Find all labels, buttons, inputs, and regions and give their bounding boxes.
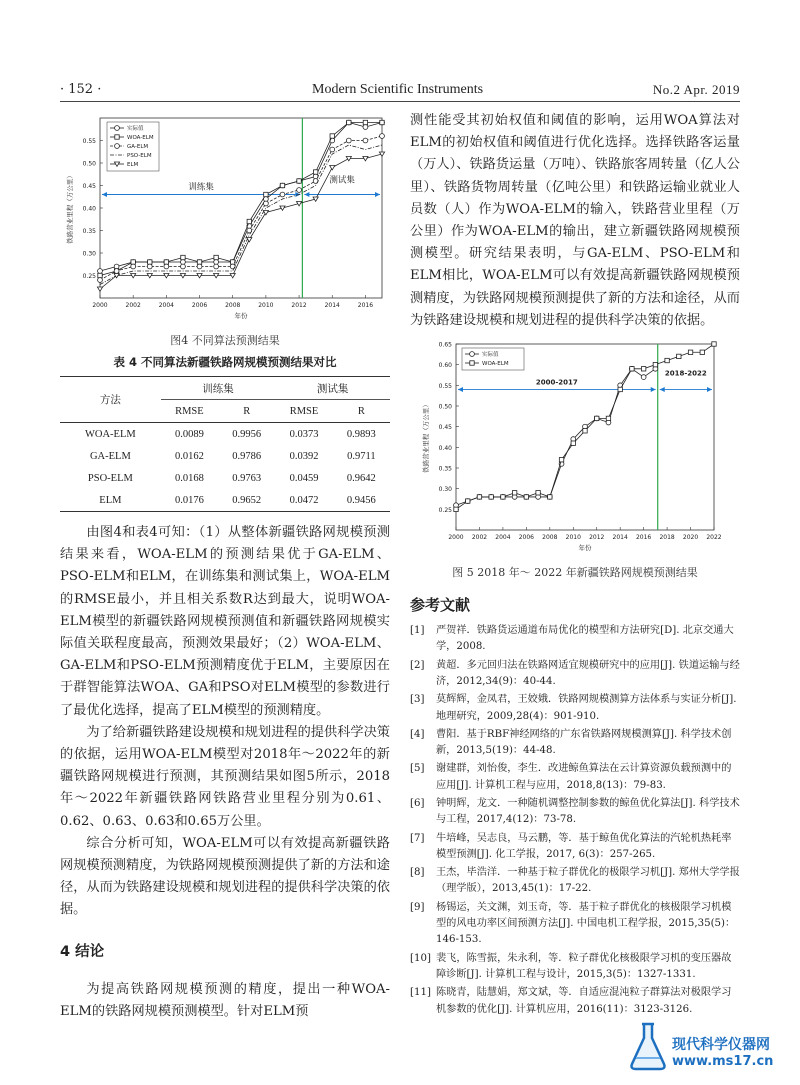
table-4-caption: 表 4 不同算法新疆铁路网规模预测结果对比 [113, 355, 337, 369]
data-point [280, 183, 284, 187]
data-point [380, 120, 384, 124]
y-tick-label: 0.40 [438, 444, 452, 452]
data-point [197, 264, 202, 269]
table-cell: 0.9763 [232, 472, 262, 484]
data-point [313, 170, 317, 174]
range-label-right: 2018-2022 [664, 369, 707, 378]
flask-icon [626, 1020, 670, 1072]
reference-text: 钟明辉，龙文．一种随机调整控制参数的鲸鱼优化算法[J]. 科学技术与工程，2017,4(12)：73-78. [436, 798, 740, 826]
table-cell: 0.9642 [346, 472, 376, 484]
data-point [264, 192, 268, 196]
data-point [115, 144, 120, 149]
data-point [148, 260, 152, 264]
data-point [313, 174, 318, 179]
section-heading: 4 结论 [60, 943, 105, 960]
legend-label: GA-ELM [127, 144, 149, 150]
data-point [214, 260, 219, 265]
data-point [470, 352, 475, 357]
x-tick-label: 2016 [635, 534, 652, 542]
legend-label: ELM [127, 162, 139, 168]
data-point [489, 495, 493, 499]
y-tick-label: 0.25 [82, 273, 96, 280]
data-point [583, 429, 587, 433]
y-tick-label: 0.40 [82, 205, 96, 213]
data-point [712, 342, 716, 346]
data-point [363, 125, 368, 130]
x-tick-label: 2004 [495, 534, 511, 542]
data-point [231, 260, 235, 264]
data-point [653, 362, 657, 366]
table-cell: 0.0373 [289, 428, 319, 440]
y-axis-label: 铁路营业里程（万公里） [422, 401, 430, 473]
data-point [98, 273, 102, 277]
reference-number: [7] [410, 832, 425, 844]
data-point [363, 138, 368, 143]
table-cell: 0.9786 [232, 450, 262, 462]
range-label-left: 训练集 [188, 182, 214, 193]
reference-number: [1] [410, 625, 425, 637]
table-row [60, 467, 390, 489]
legend-label: WOA-ELM [127, 135, 154, 141]
reference-item [410, 865, 740, 898]
reference-item [410, 900, 740, 949]
data-point [214, 264, 219, 269]
reference-item [410, 831, 740, 864]
x-tick-label: 2020 [682, 534, 699, 542]
data-point [524, 495, 528, 499]
table-cell: GA-ELM [89, 450, 131, 462]
table-cell: 0.0176 [161, 489, 218, 512]
y-tick-label: 0.35 [438, 465, 452, 473]
data-point [665, 358, 669, 362]
reference-item [410, 727, 740, 760]
data-point [297, 179, 301, 183]
table-subhead: R [333, 400, 390, 423]
reference-item [410, 796, 740, 829]
data-point [181, 260, 186, 265]
data-point [595, 416, 599, 420]
x-axis-label: 年份 [234, 312, 248, 320]
x-tick-label: 2008 [542, 534, 558, 542]
data-point [454, 507, 458, 511]
data-point [630, 367, 634, 371]
table-row [60, 489, 390, 512]
x-tick-label: 2000 [92, 302, 108, 309]
data-point [380, 134, 385, 139]
table-cell: 0.0392 [289, 450, 319, 462]
reference-text: 莫辉辉，金凤君，王姣娥．铁路网规模测算方法体系与实证分析[J]. 地理研究，2009,28(4)：901-910. [436, 694, 737, 722]
paragraph: 测性能受其初始权值和阈值的影响，运用WOA算法对ELM的初始权值和阈值进行优化选择。选择铁路客运量（万人）、铁路货运量（万吨）、铁路旅客周转量（亿人公里）、铁路货物周转量（亿吨公里）和铁路运输业就业人员数（人）作为WOA-ELM的输入，铁路营业里程（万公里）作为WOA-ELM的输出，建立新疆铁路网规模预测模型。研究结果表明，与GA-ELM、PSO-ELM和ELM相比，WOA-ELM可以有效提高新疆铁路网规模预测精度，为铁路网规模预测提供了新的方法和途径，从而为铁路建设规模和规划进程的提供科学决策的依据。 [410, 113, 740, 328]
data-point [164, 264, 169, 269]
issue-info: No.2 Apr. 2019 [652, 82, 740, 97]
legend-label: WOA-ELM [482, 361, 509, 368]
y-tick-label: 0.30 [82, 250, 96, 258]
figure-5-chart [410, 338, 740, 556]
table-subhead: RMSE [161, 400, 218, 423]
page-number: · 152 · [60, 82, 102, 97]
data-point [131, 264, 136, 269]
data-point [641, 375, 646, 380]
table-cell: 0.0168 [174, 472, 204, 484]
reference-item [410, 623, 740, 656]
reference-number: [10] [410, 952, 431, 964]
table-head-method: 方法 [60, 377, 161, 423]
table-cell: PSO-ELM [87, 472, 133, 484]
table-cell: 0.9711 [347, 450, 376, 462]
reference-number: [3] [410, 694, 425, 706]
data-point [297, 188, 302, 193]
reference-text: 曹阳．基于RBF神经网络的广东省铁路网规模测算[J]. 科学技术创新，2013,5(19)：44-48. [436, 728, 732, 757]
data-point [677, 354, 681, 358]
y-tick-label: 0.45 [438, 424, 452, 432]
paragraph: 综合分析可知，WOA-ELM可以有效提高新疆铁路网规模预测精度，为铁路网规模预测提供了新的方法和途径，从而为铁路建设规模和规划进程的提供科学决策的依据。 [60, 835, 390, 918]
reference-number: [9] [410, 901, 425, 913]
legend-label: 实际值 [482, 352, 499, 359]
data-point [512, 491, 516, 495]
reference-item [410, 692, 740, 725]
reference-text: 裴飞，陈雪振，朱永利，等．粒子群优化核极限学习机的变压器故障诊断[J]. 计算机工程与设计，2015,3(5)：1327-1331. [436, 952, 732, 980]
legend-label: PSO-ELM [127, 153, 152, 159]
table-cell: 0.9652 [218, 489, 275, 512]
data-point [330, 134, 334, 138]
y-tick-label: 0.25 [438, 506, 452, 514]
reference-text: 杨锡运，关文渊，刘玉奇，等．基于粒子群优化的核极限学习机模型的风电功率区间预测方法[J]. 中国电机工程学报，2015,35(5)：146-153. [436, 901, 736, 946]
journal-name: Modern Scientific Instruments [312, 82, 484, 97]
data-point [114, 264, 119, 269]
data-point [131, 260, 135, 264]
data-point [466, 499, 470, 503]
y-tick-label: 0.30 [438, 486, 452, 494]
reference-item [410, 658, 740, 691]
data-point [347, 120, 351, 124]
x-tick-label: 2010 [565, 534, 581, 542]
data-point [197, 260, 201, 264]
x-tick-label: 2012 [291, 302, 307, 309]
reference-number: [6] [410, 798, 425, 809]
right-column [410, 110, 740, 1020]
range-label-right: 测试集 [329, 175, 355, 186]
data-point [606, 416, 610, 420]
reference-number: [4] [410, 728, 425, 740]
figure-4-chart [60, 110, 390, 328]
reference-text: 谢建群，刘怡俊，李生．改进鲸鱼算法在云计算资源负载预测中的应用[J]. 计算机工程与应用，2018,8(13)：79-83. [436, 763, 732, 791]
x-tick-label: 2002 [125, 302, 141, 309]
data-point [559, 458, 563, 462]
data-point [98, 278, 103, 283]
x-tick-label: 2014 [324, 302, 340, 309]
data-point [164, 260, 168, 264]
x-tick-label: 2008 [225, 302, 241, 309]
paragraph: 由图4和表4可知：（1）从整体新疆铁路网规模预测结果来看，WOA-ELM的预测结果优于GA-ELM、PSO-ELM和ELM，在训练集和测试集上，WOA-ELM的RMSE最小，并且相关系数R达到最大，说明WOA-ELM模型的新疆铁路网规模预测值和新疆铁路网规模实际值关联程度最高，预测效果最好；（2）WOA-ELM、GA-ELM和PSO-ELM预测精度优于ELM，主要原因在于群智能算法WOA、GA和PSO对ELM模型的参数进行了最优化选择，提高了ELM模型的预测精度。 [60, 525, 390, 718]
reference-item [410, 985, 740, 1018]
data-point [263, 201, 268, 206]
x-tick-label: 2004 [158, 302, 174, 309]
watermark-url: www.ms17.cn [672, 1054, 774, 1069]
reference-text: 严贺祥．铁路货运通道布局优化的模型和方法研究[D]. 北京交通大学，2008. [436, 625, 734, 653]
figure-4-caption: 图4 不同算法预测结果 [170, 334, 280, 347]
table-cell: ELM [60, 489, 161, 512]
data-point [147, 264, 152, 269]
paragraph: 为提高铁路网规模预测的精度，提出一种WOA-ELM的铁路网规模预测模型。针对ELM预 [60, 981, 390, 1019]
data-point [247, 219, 251, 223]
table-cell: 0.9456 [333, 489, 390, 512]
reference-number: [2] [410, 659, 425, 671]
table-cell: 0.0162 [174, 450, 204, 462]
reference-text: 牛培峰，吴志良，马云鹏，等．基于鲸鱼优化算法的汽轮机热耗率模型预测[J]. 化工学报，2017, 6(3)：257-265. [436, 832, 732, 860]
data-point [181, 255, 185, 259]
watermark-logo [626, 1020, 796, 1080]
x-tick-label: 2014 [612, 534, 628, 542]
y-axis-label: 铁路营业里程（万公里） [66, 172, 74, 244]
y-tick-label: 0.65 [438, 341, 452, 349]
table-cell: 0.9956 [232, 428, 262, 440]
table-cell: 0.0459 [289, 472, 319, 484]
y-tick-label: 0.50 [82, 160, 96, 168]
references-heading: 参考文献 [410, 596, 471, 615]
reference-text: 陈晓青，陆慧娟，郑文斌，等．自适应混沌粒子群算法对极限学习机参数的优化[J]. 计算机应用，2016(11)：3123-3126. [436, 987, 732, 1015]
table-subhead: RMSE [275, 400, 332, 423]
data-point [700, 350, 704, 354]
data-point [548, 495, 552, 499]
figure-5-caption: 图 5 2018 年～ 2022 年新疆铁路网规模预测结果 [452, 566, 698, 580]
y-tick-label: 0.60 [438, 362, 452, 370]
reference-item [410, 761, 740, 794]
y-tick-label: 0.35 [82, 228, 96, 235]
reference-item [410, 951, 740, 984]
x-tick-label: 2018 [659, 534, 675, 542]
x-tick-label: 2006 [518, 534, 535, 542]
range-label-left: 2000-2017 [535, 378, 578, 387]
x-axis-label: 年份 [578, 544, 592, 553]
y-tick-label: 0.45 [82, 183, 96, 190]
paragraph: 为了给新疆铁路建设规模和规划进程的提供科学决策的依据，运用WOA-ELM模型对2018年～2022年的新疆铁路网规模进行预测，其预测结果如图5所示，2018年～2022年新疆铁路网铁路营业里程分别为0.61、0.62、0.63、0.63和0.65万公里。 [60, 724, 390, 829]
data-point [115, 135, 119, 139]
data-point [280, 192, 285, 197]
reference-text: 黄超．多元回归法在铁路网适宜规模研究中的应用[J]. 铁道运输与经济，2012,34(9)：40-44. [436, 659, 740, 687]
data-point [501, 495, 505, 499]
page-header [60, 82, 740, 100]
x-tick-label: 2006 [191, 302, 208, 309]
legend-label: 实际值 [127, 126, 144, 132]
data-point [571, 441, 575, 445]
y-tick-label: 0.55 [438, 382, 452, 390]
reference-text: 王杰，毕浩洋．一种基于粒子群优化的极限学习机[J]. 郑州大学学报（理学版），2013,45(1)：17-22. [436, 867, 740, 895]
x-tick-label: 2010 [258, 302, 274, 309]
data-point [477, 495, 481, 499]
x-tick-label: 2000 [448, 534, 464, 542]
data-point [346, 138, 351, 143]
data-point [330, 147, 335, 152]
x-tick-label: 2022 [706, 534, 722, 542]
table-subhead: R [218, 400, 275, 423]
data-point [618, 387, 622, 391]
left-column [60, 110, 390, 1023]
data-point [114, 269, 119, 274]
table-cell: 0.0472 [275, 489, 332, 512]
table-head-test: 测试集 [275, 377, 390, 400]
table-head-train: 训练集 [161, 377, 276, 400]
table-cell: WOA-ELM [84, 428, 136, 440]
data-point [363, 120, 367, 124]
table-cell: 0.0089 [174, 428, 204, 440]
data-point [536, 491, 540, 495]
reference-list [410, 623, 740, 1018]
y-tick-label: 0.55 [82, 138, 96, 145]
header-rule [60, 101, 740, 102]
reference-number: [5] [410, 763, 425, 775]
watermark-name: 现代科学仪器网 [672, 1037, 770, 1053]
table-cell: 0.9893 [346, 428, 376, 440]
data-point [688, 350, 692, 354]
data-point [214, 255, 218, 259]
x-tick-label: 2016 [357, 302, 374, 309]
x-tick-label: 2012 [589, 534, 605, 542]
table-row [60, 445, 390, 467]
reference-number: [11] [410, 987, 431, 999]
y-tick-label: 0.50 [438, 403, 452, 411]
x-tick-label: 2002 [471, 534, 488, 542]
data-point [115, 126, 120, 131]
table-row [60, 423, 390, 446]
data-point [470, 361, 474, 365]
data-point [181, 264, 186, 269]
reference-number: [8] [410, 867, 425, 879]
data-point [641, 367, 645, 371]
table-4 [60, 376, 390, 512]
data-point [98, 269, 103, 274]
